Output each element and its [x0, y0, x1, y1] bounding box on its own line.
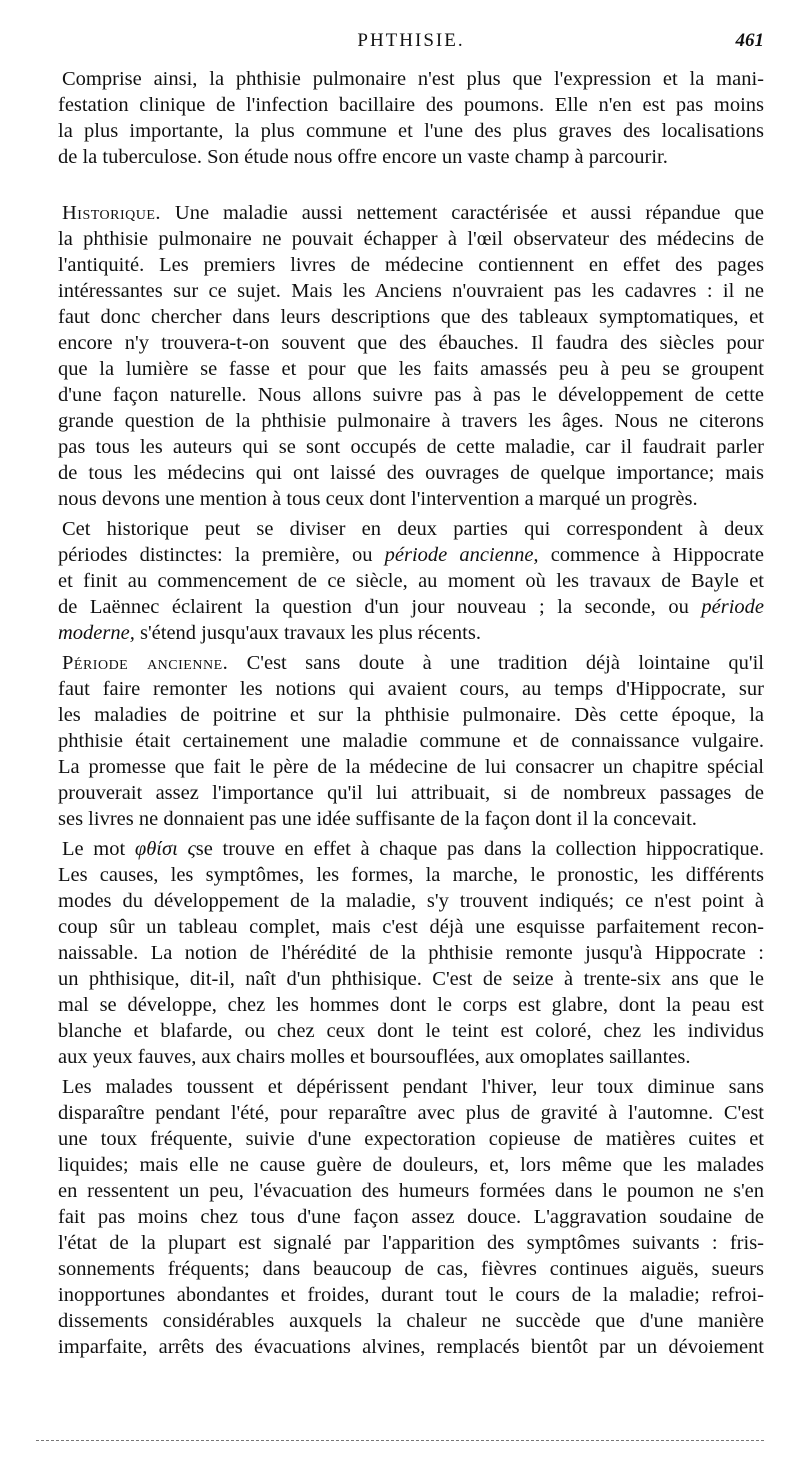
emphasis-periode: période	[701, 596, 764, 618]
text-line: faut faire remonter les notions qui avaient cours, au temps d'Hippocrate, sur	[58, 678, 764, 700]
text-line: Cet historique peut se diviser en deux parties qui correspondent à deux	[62, 518, 764, 540]
text-line	[58, 594, 764, 620]
text-line: inopportunes abondantes et froides, durant tout le cours de la maladie; refroi-	[58, 1284, 764, 1306]
text-line: pas tous les auteurs qui se sont occupés de cette maladie, car il faudrait parler	[58, 436, 764, 458]
text-line: encore n'y trouvera-t-on souvent que des ébauches. Il faudra des siècles pour	[58, 332, 764, 354]
text-line: intéressantes sur ce sujet. Mais les Anciens n'ouvraient pas les cadavres : il ne	[58, 280, 764, 302]
text-line: festation clinique de l'infection bacillaire des poumons. Elle n'en est pas moins	[58, 94, 764, 116]
text-line: une toux fréquente, suivie d'une expectoration copieuse de matières cuites et	[58, 1128, 764, 1150]
bottom-scan-rule	[36, 1440, 764, 1443]
text-span: commence à Hippocrate	[538, 544, 764, 566]
emphasis-periode-ancienne: période ancienne,	[384, 544, 539, 566]
text-line: Comprise ainsi, la phthisie pulmonaire n'est plus que l'expression et la mani-	[62, 68, 764, 90]
text-line: l'état de la plupart est signalé par l'apparition des symptômes suivants : fris-	[58, 1232, 764, 1254]
section-heading-historique: Historique.	[62, 202, 162, 224]
emphasis-moderne: moderne,	[58, 622, 135, 644]
text-line: disparaître pendant l'été, pour reparaître avec plus de gravité à l'automne. C'est	[58, 1102, 764, 1124]
text-line: et finit au commencement de ce siècle, au moment où les travaux de Bayle et	[58, 570, 764, 592]
text-line: sonnements fréquents; dans beaucoup de cas, fièvres continues aiguës, sueurs	[58, 1258, 764, 1280]
text-line: ses livres ne donnaient pas une idée suffisante de la façon dont il la concevait.	[58, 808, 697, 830]
text-line: la plus importante, la plus commune et l'une des plus graves des localisations	[58, 120, 764, 142]
text-line	[62, 200, 764, 226]
text-line: phthisie était certainement une maladie commune et de connaissance vulgaire.	[58, 730, 764, 752]
text-line: dissements considérables auxquels la chaleur ne succède que d'une manière	[58, 1310, 764, 1332]
text-span: C'est sans doute à une tradition déjà lointaine qu'il	[228, 652, 764, 674]
text-line: l'antiquité. Les premiers livres de médecine contiennent en effet des pages	[58, 254, 764, 276]
text-span: Une maladie aussi nettement caractérisée et aussi répandue que	[161, 202, 764, 224]
text-span: Le mot	[62, 838, 135, 860]
running-header	[58, 30, 764, 60]
text-line: liquides; mais elle ne cause guère de douleurs, et, lors même que les malades	[58, 1154, 764, 1176]
text-span: périodes distinctes: la première, ou	[58, 544, 385, 566]
text-line: la phthisie pulmonaire ne pouvait échapper à l'œil observateur des médecins de	[58, 228, 764, 250]
text-line: prouverait assez l'importance qu'il lui attribuait, si de nombreux passages de	[58, 782, 764, 804]
text-line: naissable. La notion de l'hérédité de la phthisie remonte jusqu'à Hippocrate :	[58, 942, 764, 964]
text-line: de tous les médecins qui ont laissé des ouvrages de quelque importance; mais	[58, 462, 764, 484]
text-line: modes du développement de la maladie, s'y trouvent indiqués; ce n'est point à	[58, 890, 764, 912]
text-line: un phthisique, dit-il, naît d'un phthisique. C'est de seize à trente-six ans que le	[58, 968, 764, 990]
section-heading-periode-ancienne: Période ancienne.	[62, 652, 229, 674]
text-line: mal se développe, chez les hommes dont le corps est glabre, dont la peau est	[58, 994, 764, 1016]
text-line: faut donc chercher dans leurs descriptions que des tableaux symptomatiques, et	[58, 306, 764, 328]
text-line	[62, 650, 764, 676]
text-span: se trouve en effet à chaque pas dans la collection hippocratique.	[195, 838, 764, 860]
text-line: Les malades toussent et dépérissent pendant l'hiver, leur toux diminue sans	[62, 1076, 764, 1098]
running-title: PHTHISIE.	[357, 30, 465, 51]
text-line: coup sûr un tableau complet, mais c'est déjà une esquisse parfaitement recon-	[58, 916, 764, 938]
text-line: d'une façon naturelle. Nous allons suivre pas à pas le développement de cette	[58, 384, 764, 406]
text-line: en ressentent un peu, l'évacuation des humeurs formées dans le poumon ne s'en	[58, 1180, 764, 1202]
text-line	[58, 620, 764, 646]
text-line: imparfaite, arrêts des évacuations alvines, remplacés bientôt par un dévoiement	[58, 1336, 764, 1358]
text-line: les maladies de poitrine et sur la phthisie pulmonaire. Dès cette époque, la	[58, 704, 764, 726]
text-line: La promesse que fait le père de la médecine de lui consacrer un chapitre spécial	[58, 756, 764, 778]
text-line	[62, 836, 764, 862]
text-line: fait pas moins chez tous d'une façon assez douce. L'aggravation soudaine de	[58, 1206, 764, 1228]
greek-word: φθίσι ς	[134, 838, 196, 860]
text-span: s'étend jusqu'aux travaux les plus récents.	[134, 622, 481, 644]
page-number: 461	[735, 30, 764, 51]
text-span: de Laënnec éclairent la question d'un jour nouveau ; la seconde, ou	[58, 596, 702, 618]
text-line: Les causes, les symptômes, les formes, la marche, le pronostic, les différents	[58, 864, 764, 886]
text-line: que la lumière se fasse et pour que les faits amassés peu à peu se groupent	[58, 358, 764, 380]
text-line: aux yeux fauves, aux chairs molles et boursouflées, aux omoplates saillantes.	[58, 1046, 691, 1068]
text-line	[58, 542, 764, 568]
text-line: blanche et blafarde, ou chez ceux dont le teint est coloré, chez les individus	[58, 1020, 764, 1042]
text-line: grande question de la phthisie pulmonaire à travers les âges. Nous ne citerons	[58, 410, 764, 432]
text-line: de la tuberculose. Son étude nous offre encore un vaste champ à parcourir.	[58, 146, 668, 168]
text-line: nous devons une mention à tous ceux dont l'intervention a marqué un progrès.	[58, 488, 698, 510]
